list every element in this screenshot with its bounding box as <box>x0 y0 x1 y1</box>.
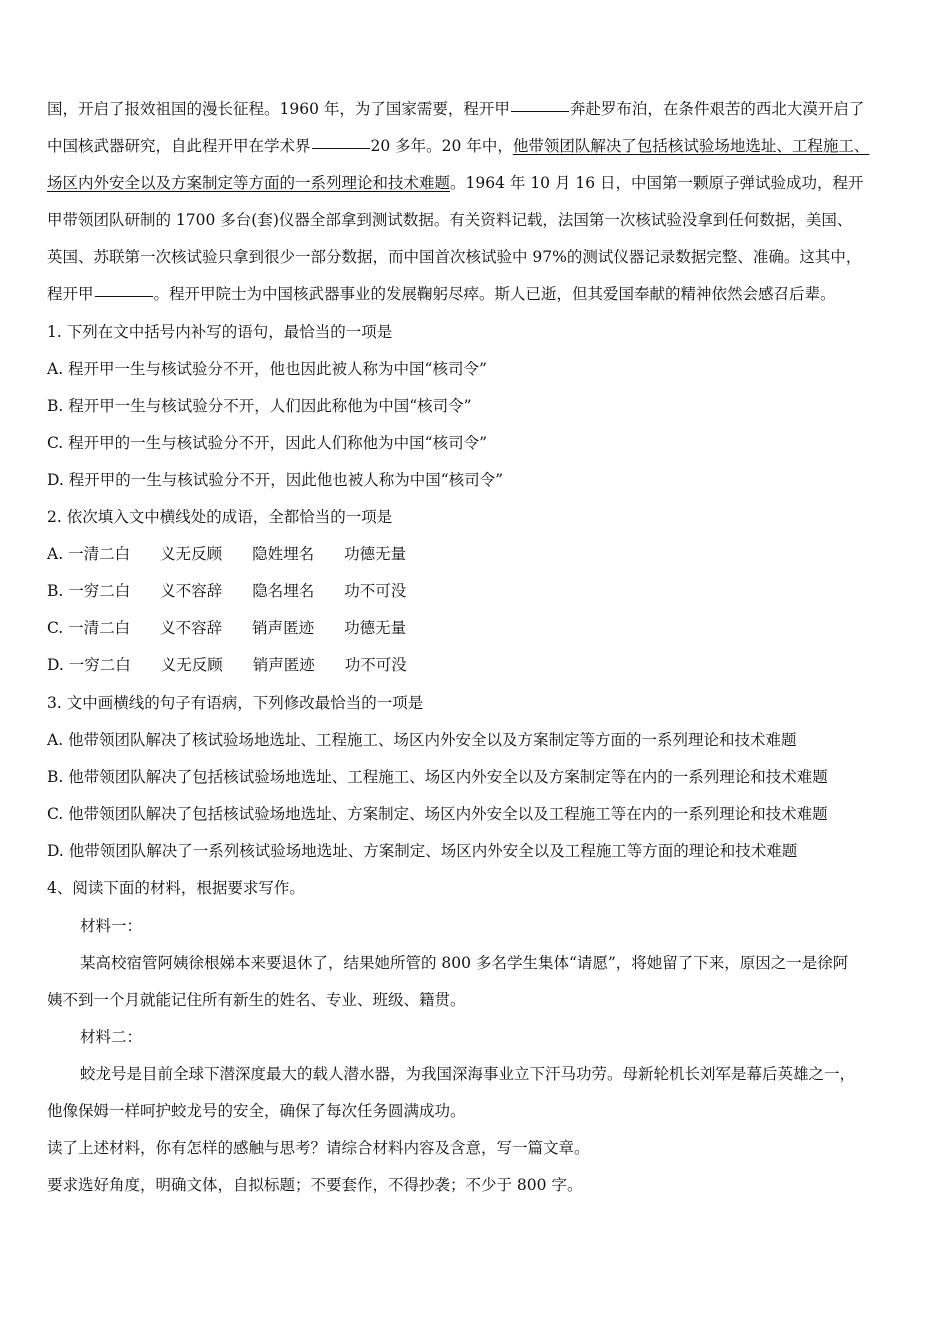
writing-prompt: 读了上述材料，你有怎样的感触与思考？请综合材料内容及含意，写一篇文章。 <box>47 1139 590 1157</box>
q1-option-d: D. 程开甲的一生与核试验分不开，因此他也被人称为中国“核司令” <box>47 471 504 489</box>
passage-line-6: 程开甲 。程开甲院士为中国核武器事业的发展鞠躬尽瘁。斯人已逝，但其爱国奉献的精神依然会感召后辈。 <box>47 285 836 303</box>
q2-stem: 2. 依次填入文中横线处的成语，全都恰当的一项是 <box>47 508 393 526</box>
material-2-line-2: 他像保姆一样呵护蛟龙号的安全，确保了每次任务圆满成功。 <box>47 1102 466 1120</box>
q3-option-b: B. 他带领团队解决了包括核试验场地选址、工程施工、场区内外安全以及方案制定等在内的一系列理论和技术难题 <box>47 768 828 786</box>
q2-option-c: C. 一清二白 义不容辞 销声匿迹 功德无量 <box>47 619 407 637</box>
q4-stem: 4、阅读下面的材料，根据要求写作。 <box>47 879 305 897</box>
material-1-line-2: 姨不到一个月就能记住所有新生的姓名、专业、班级、籍贯。 <box>47 991 466 1009</box>
material-2-title: 材料二： <box>80 1028 143 1046</box>
q2-option-d: D. 一穷二白 义无反顾 销声匿迹 功不可没 <box>47 656 407 674</box>
q3-option-c: C. 他带领团队解决了包括核试验场地选址、方案制定、场区内外安全以及工程施工等在内的一系列理论和技术难题 <box>47 805 828 823</box>
passage-line-1: 国，开启了报效祖国的漫长征程。1960 年，为了国家需要，程开甲 奔赴罗布泊，在条件艰苦的西北大漠开启了 <box>47 100 865 118</box>
passage-line-3: 场区内外安全以及方案制定等方面的一系列理论和技术难题。1964 年 10 月 16 日，中国第一颗原子弹试验成功，程开 <box>47 174 864 192</box>
material-2-line-1: 蛟龙号是目前全球下潜深度最大的载人潜水器，为我国深海事业立下汗马功劳。母新轮机长刘军是幕后英雄之一， <box>80 1065 856 1083</box>
passage-line-5: 英国、苏联第一次核试验只拿到很少一部分数据，而中国首次核试验中 97%的测试仪器记录数据完整、准确。这其中， <box>47 248 862 266</box>
q1-option-b: B. 程开甲一生与核试验分不开，人们因此称他为中国“核司令” <box>47 397 472 415</box>
q2-option-a: A. 一清二白 义无反顾 隐姓埋名 功德无量 <box>47 545 407 563</box>
writing-requirements: 要求选好角度，明确文体，自拟标题；不要套作，不得抄袭；不少于 800 字。 <box>47 1176 583 1194</box>
passage-line-2: 中国核武器研究，自此程开甲在学术界 20 多年。20 年中，他带领团队解决了包括核试验场地选址、工程施工、 <box>47 137 870 155</box>
q1-stem: 1. 下列在文中括号内补写的语句，最恰当的一项是 <box>47 323 393 341</box>
blank-3 <box>95 295 153 297</box>
q3-option-d: D. 他带领团队解决了一系列核试验场地选址、方案制定、场区内外安全以及工程施工等方面的理论和技术难题 <box>47 842 798 860</box>
material-1-title: 材料一： <box>80 917 143 935</box>
q3-stem: 3. 文中画横线的句子有语病，下列修改最恰当的一项是 <box>47 694 424 712</box>
material-1-line-1: 某高校宿管阿姨徐根娣本来要退休了，结果她所管的 800 多名学生集体“请愿”，将她留了下来，原因之一是徐阿 <box>80 954 849 972</box>
q3-option-a: A. 他带领团队解决了核试验场地选址、工程施工、场区内外安全以及方案制定等方面的一系列理论和技术难题 <box>47 731 797 749</box>
q1-option-a: A. 程开甲一生与核试验分不开，他也因此被人称为中国“核司令” <box>47 360 487 378</box>
q2-option-b: B. 一穷二白 义不容辞 隐名埋名 功不可没 <box>47 582 407 600</box>
underlined-sentence: 他带领团队解决了包括核试验场地选址、工程施工、 <box>512 137 870 155</box>
passage-line-4: 甲带领团队研制的 1700 多台(套)仪器全部拿到测试数据。有关资料记载，法国第一次核试验没拿到任何数据，美国、 <box>47 211 853 229</box>
q1-option-c: C. 程开甲的一生与核试验分不开，因此人们称他为中国“核司令” <box>47 434 488 452</box>
blank-2 <box>312 147 370 149</box>
underlined-sentence-cont: 场区内外安全以及方案制定等方面的一系列理论和技术难题 <box>47 174 451 192</box>
blank-1 <box>511 110 569 112</box>
